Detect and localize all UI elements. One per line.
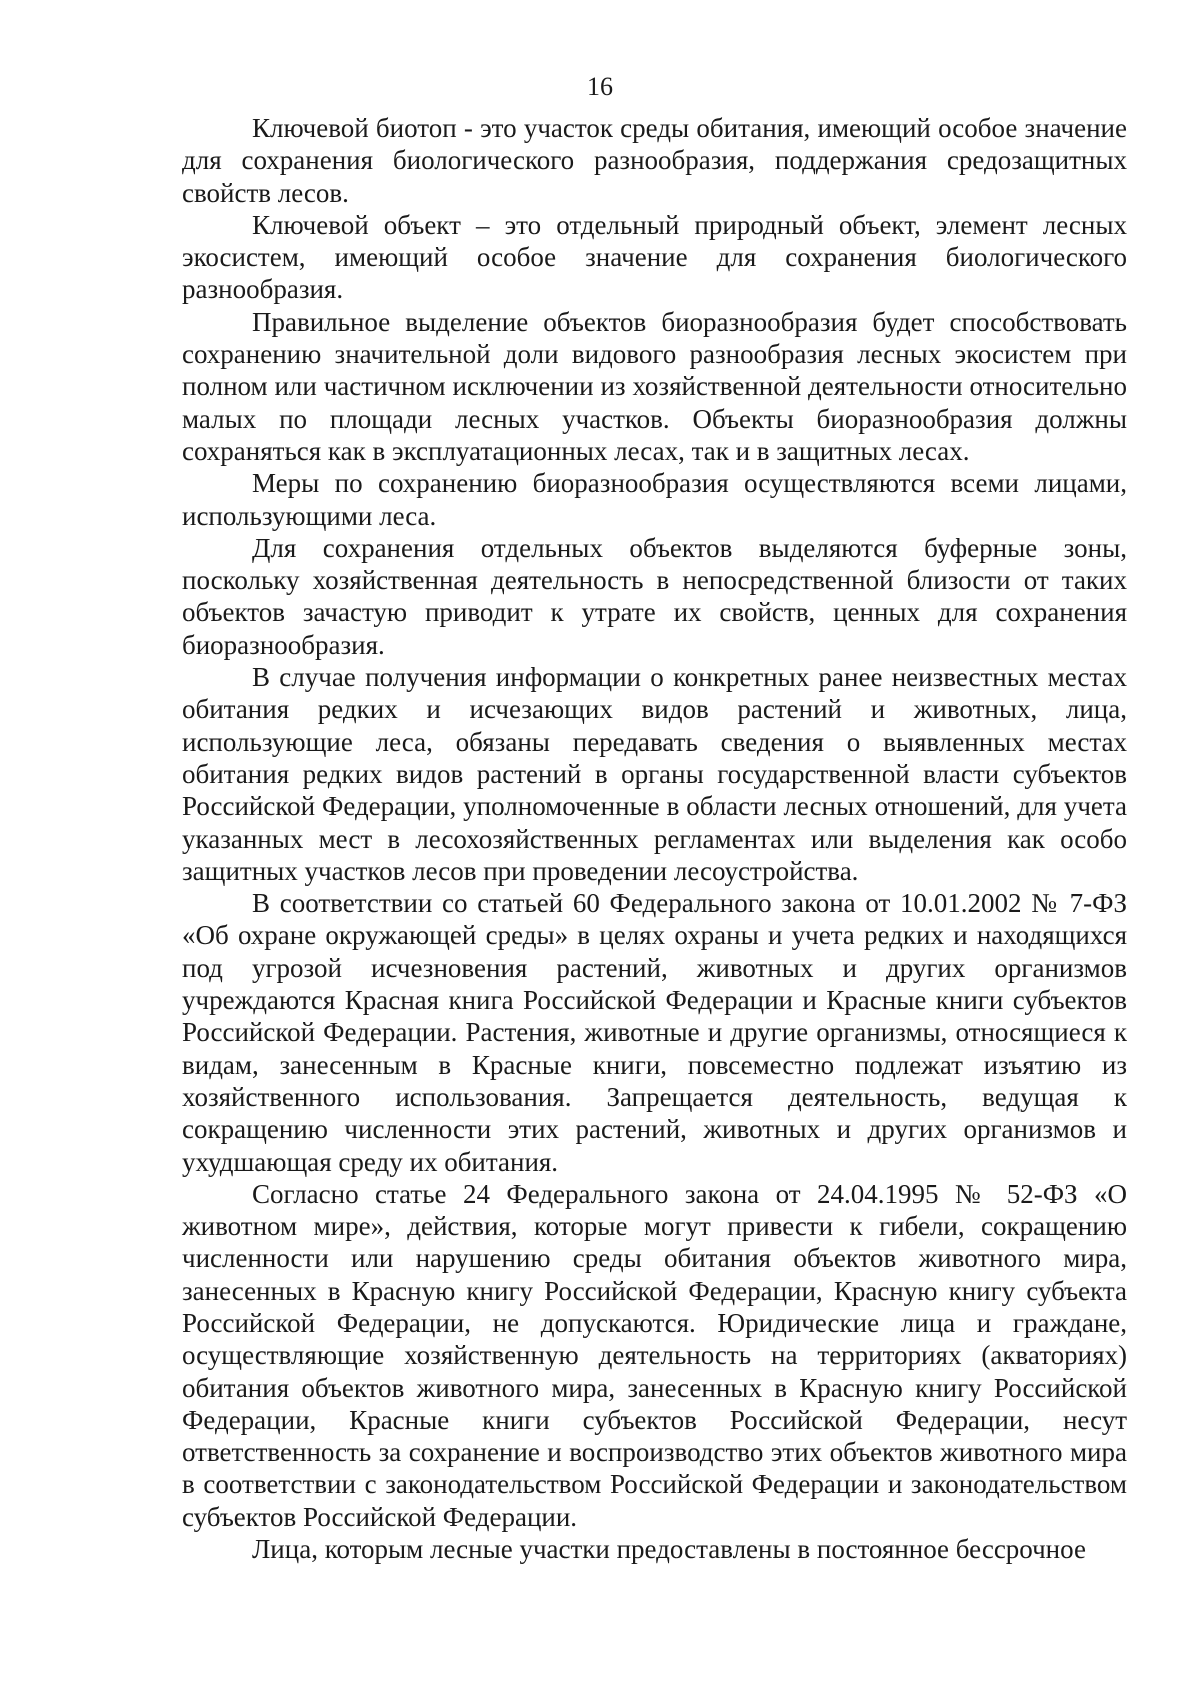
paragraph-red-book-article-24: Согласно статье 24 Федерального закона от 24.04.1995 № 52-ФЗ «О животном мире», действия, которые могут привести к гибели, сокращению численности или нарушению среды обитания объектов животного мира, занесенных в Красную книгу Российской Федерации, Красную книгу субъекта Российской Федерации, не допускаются. Юридические лица и граждане, осуществляющие хозяйственную деятельность на территориях (акваториях) обитания объектов животного мира, занесенных в Красную книгу Российской Федерации, Красные книги субъектов Российской Федерации, несут ответственность за сохранение и воспроизводство этих объектов животного мира в соответствии с законодательством Российской Федерации и законодательством субъектов Российской Федерации. (182, 1178, 1127, 1532)
page-number: 16 (587, 72, 613, 101)
paragraph-biodiversity-selection: Правильное выделение объектов биоразнообразия будет способствовать сохранению значительной доли видового разнообразия лесных экосистем при полном или частичном исключении из хозяйственной деятельности относительно малых по площади лесных участков. Объекты биоразнообразия должны сохраняться как в эксплуатационных лесах, так и в защитных лесах. (182, 306, 1127, 466)
paragraph-red-book-article-60: В соответствии со статьей 60 Федерального закона от 10.01.2002 № 7-ФЗ «Об охране окружающей среды» в целях охраны и учета редких и находящихся под угрозой исчезновения растений, животных и других организмов учреждаются Красная книга Российской Федерации и Красные книги субъектов Российской Федерации. Растения, животные и другие организмы, относящиеся к видам, занесенным в Красные книги, повсеместно подлежат изъятию из хозяйственного использования. Запрещается деятельность, ведущая к сокращению численности этих растений, животных и других организмов и ухудшающая среду их обитания. (182, 888, 1127, 1177)
paragraph-continued: Лица, которым лесные участки предоставлены в постоянное бессрочное (252, 1534, 1086, 1565)
page-body (182, 112, 1127, 1565)
paragraph-key-object: Ключевой объект – это отдельный природный объект, элемент лесных экосистем, имеющий особое значение для сохранения биологического разнообразия. (182, 209, 1127, 305)
paragraph-key-biotope: Ключевой биотоп - это участок среды обитания, имеющий особое значение для сохранения биологического разнообразия, поддержания средозащитных свойств лесов. (182, 113, 1127, 208)
paragraph-buffer-zones: Для сохранения отдельных объектов выделяются буферные зоны, поскольку хозяйственная деятельность в непосредственной близости от таких объектов зачастую приводит к утрате их свойств, ценных для сохранения биоразнообразия. (182, 532, 1127, 660)
paragraph-rare-species-info: В случае получения информации о конкретных ранее неизвестных местах обитания редких и исчезающих видов растений и животных, лица, использующие леса, обязаны передавать сведения о выявленных местах обитания редких видов растений в органы государственной власти субъектов Российской Федерации, уполномоченные в области лесных отношений, для учета указанных мест в лесохозяйственных регламентах или выделения как особо защитных участков лесов при проведении лесоустройства. (182, 662, 1127, 886)
paragraph-conservation-measures: Меры по сохранению биоразнообразия осуществляются всеми лицами, использующими леса. (182, 468, 1127, 531)
